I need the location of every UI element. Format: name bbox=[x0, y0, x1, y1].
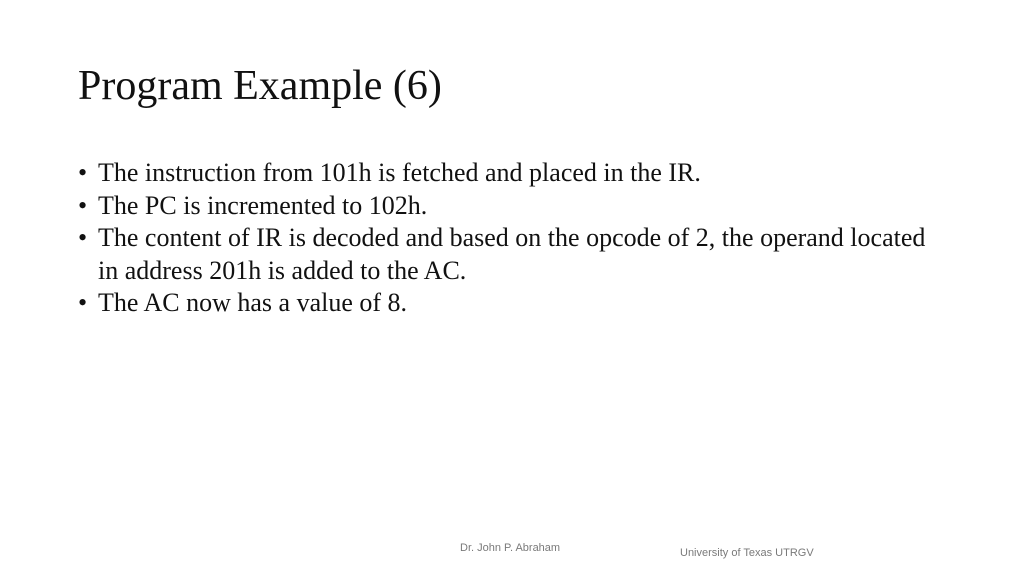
bullet-item bbox=[78, 222, 938, 287]
bullet-dot-icon: • bbox=[78, 223, 88, 252]
bullet-list bbox=[78, 157, 938, 320]
bullet-item bbox=[78, 157, 938, 190]
bullet-text: The PC is incremented to 102h. bbox=[98, 190, 428, 220]
bullet-text: The content of IR is decoded and based on the opcode of 2, the operand located in address 201h is added to the AC. bbox=[98, 223, 926, 285]
slide-title: Program Example (6) bbox=[78, 63, 442, 109]
bullet-text: The AC now has a value of 8. bbox=[98, 288, 408, 317]
bullet-text: The instruction from 101h is fetched and placed in the IR. bbox=[98, 158, 701, 187]
footer-author: Dr. John P. Abraham bbox=[460, 542, 561, 554]
bullet-item bbox=[78, 190, 938, 223]
footer-organization: University of Texas UTRGV bbox=[680, 547, 814, 559]
bullet-item bbox=[78, 287, 938, 320]
bullet-dot-icon: • bbox=[78, 158, 88, 187]
bullet-dot-icon: • bbox=[78, 190, 88, 220]
bullet-dot-icon: • bbox=[78, 288, 88, 317]
